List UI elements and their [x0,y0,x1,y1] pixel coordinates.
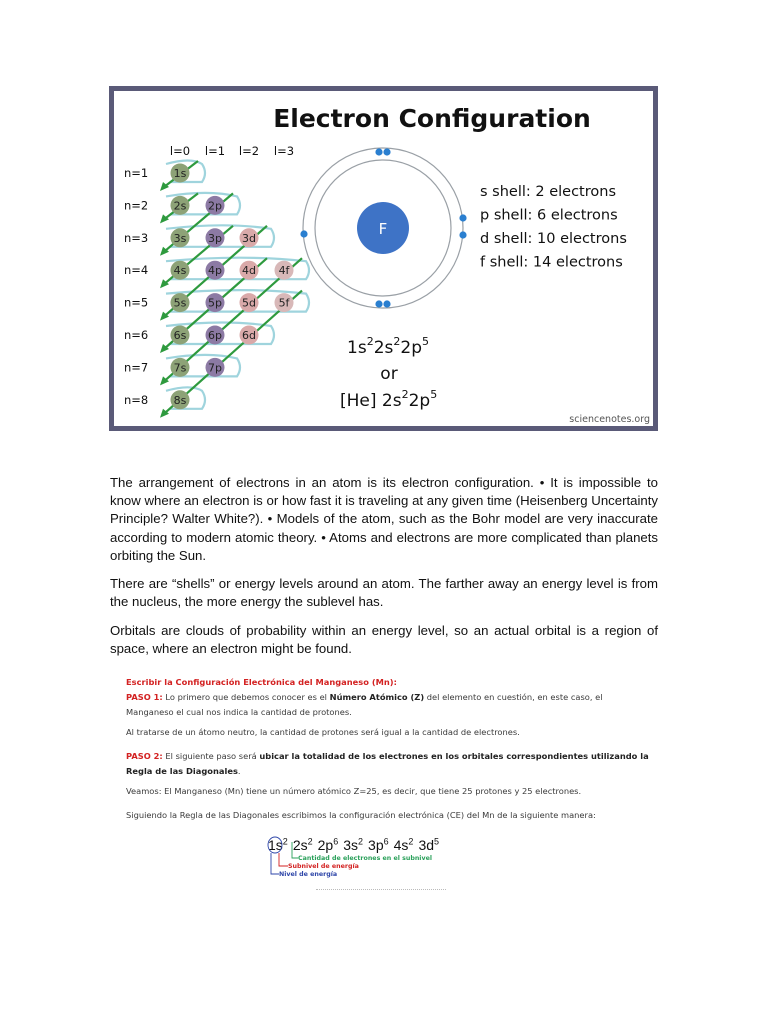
orbital-label: 6s [173,329,187,342]
diagonal-rule-term: Regla de las Diagonales [126,766,238,776]
spanish-manganese-excerpt [126,672,649,902]
paragraph-orbitals: Orbitals are clouds of probability within an energy level, so an actual orbital is a region of space, where an electron might be found. [110,623,658,657]
n-label: n=1 [124,166,149,180]
atomic-number-term: Número Atómico (Z) [329,692,425,702]
n-label: n=5 [124,295,149,310]
orbital-label: 3s [173,231,187,245]
orbital-label: 7s [173,361,187,375]
shell-capacity-line: p shell: 6 electrons [480,207,618,224]
l-label: l=2 [238,144,260,158]
paso2-line: PASO 2: El siguiente paso será ubicar la totalidad de los electrones en los orbitales correspondientes utilizando la [126,751,649,761]
orbital-label: 6d [242,329,256,342]
orbital-label: 2s [173,199,187,213]
paragraph-shells: There are “shells” or energy levels around an atom. The farther away an energy level is from the nucleus, the more energy the sublevel has. [110,576,658,610]
orbital-label: 3d [242,231,256,245]
l-label: l=3 [273,144,295,158]
config-term: $2s^2$ [292,836,313,853]
shell-capacity-line: d shell: 10 electrons [480,231,627,247]
orbital-label: 2p [208,199,222,213]
shell-capacity-list [480,184,627,271]
siguiendo-line: Siguiendo la Regla de las Diagonales escribimos la configuración electrónica (CE) del Mn de la siguiente manera: [126,810,596,820]
shell-capacity-line: f shell: 14 electrons [480,254,623,271]
n-label: n=2 [124,198,149,213]
electron [459,231,466,238]
paso2-line2: Regla de las Diagonales. [126,766,241,776]
orbital-label: 4p [208,264,222,278]
electron [383,148,390,155]
orbital-label: 8s [173,393,187,407]
orbital-label: 3p [208,231,222,245]
config-term: $4s^2$ [393,836,414,853]
annotation-sublevel: Subnivel de energía [288,863,359,870]
n-label: n=8 [124,392,149,407]
paso2-label: PASO 2: [126,751,163,761]
configuration-formula: $1s^22s^22p^5$ [347,335,429,358]
n-label: n=4 [124,263,149,278]
electron [375,148,382,155]
orbital-label: 5s [173,296,187,310]
figure-title: Electron Configuration [273,104,591,133]
figure-canvas [114,91,653,426]
paso1-line2: Manganeso el cual nos indica la cantidad de protones. [126,707,352,717]
excerpt-heading: Escribir la Configuración Electrónica del Manganeso (Mn): [126,677,397,687]
electron [300,230,307,237]
orbital-label: 7p [208,361,222,375]
electron [375,300,382,307]
l-label: l=1 [204,144,226,158]
n-label: n=7 [124,360,149,375]
paso1-label: PASO 1: [126,692,163,702]
orbital-label: 6p [208,329,222,342]
orbital-grid [124,144,294,409]
annotation-electron-count: Cantidad de electrones en el subnivel [298,855,432,862]
config-term: $3s^2$ [343,836,364,853]
n-label: n=6 [124,328,149,342]
electron-configuration-figure [109,86,658,431]
nucleus-label: F [378,220,388,238]
orbital-label: 5p [208,296,222,310]
electron [383,300,390,307]
shell-capacity-line: s shell: 2 electrons [480,184,617,200]
config-term: $3p^6$ [368,836,389,853]
paragraph-electron-configuration: The arrangement of electrons in an atom is its electron configuration. • It is impossible to know where an electron is or how fast it is traveling at any given time (Heisenberg Uncertainty Principle? Walter White?). • Models of the atom, such as the Bohr model are very inaccurate according to modern atomic theory. • Atoms and electrons are more complicated than planets orbiting the Sun. [110,475,658,563]
orbital-label: 4f [278,264,290,278]
orbital-label: 5d [242,296,256,310]
noble-gas-formula: [He] $2s^22p^5$ [340,388,438,411]
or-label: or [380,364,398,384]
orbital-label: 4s [173,264,187,278]
electron [459,214,466,221]
veamos-line: Veamos: El Manganeso (Mn) tiene un número atómico Z=25, es decir, que tiene 25 protones y 25 electrones. [126,786,582,796]
neutral-atom-note: Al tratarse de un átomo neutro, la cantidad de protones será igual a la cantidad de electrones. [126,727,520,737]
l-label: l=0 [169,144,191,158]
bohr-atom-model [300,148,466,308]
config-term: $2p^6$ [317,836,339,853]
orbital-label: 4d [242,264,256,278]
config-term: $1s^2$ [268,836,288,853]
annotation-energy-level: Nivel de energía [279,871,338,878]
orbital-label: 5f [278,296,290,310]
paso1-line: PASO 1: Lo primero que debemos conocer es el Número Atómico (Z) del elemento en cuestión, en este caso, el [126,692,603,702]
cropped-line [316,889,446,893]
credit-label: sciencenotes.org [569,414,650,425]
n-label: n=3 [124,230,149,245]
orbital-label: 1s [173,167,187,180]
config-term: $3d^5$ [418,836,440,853]
